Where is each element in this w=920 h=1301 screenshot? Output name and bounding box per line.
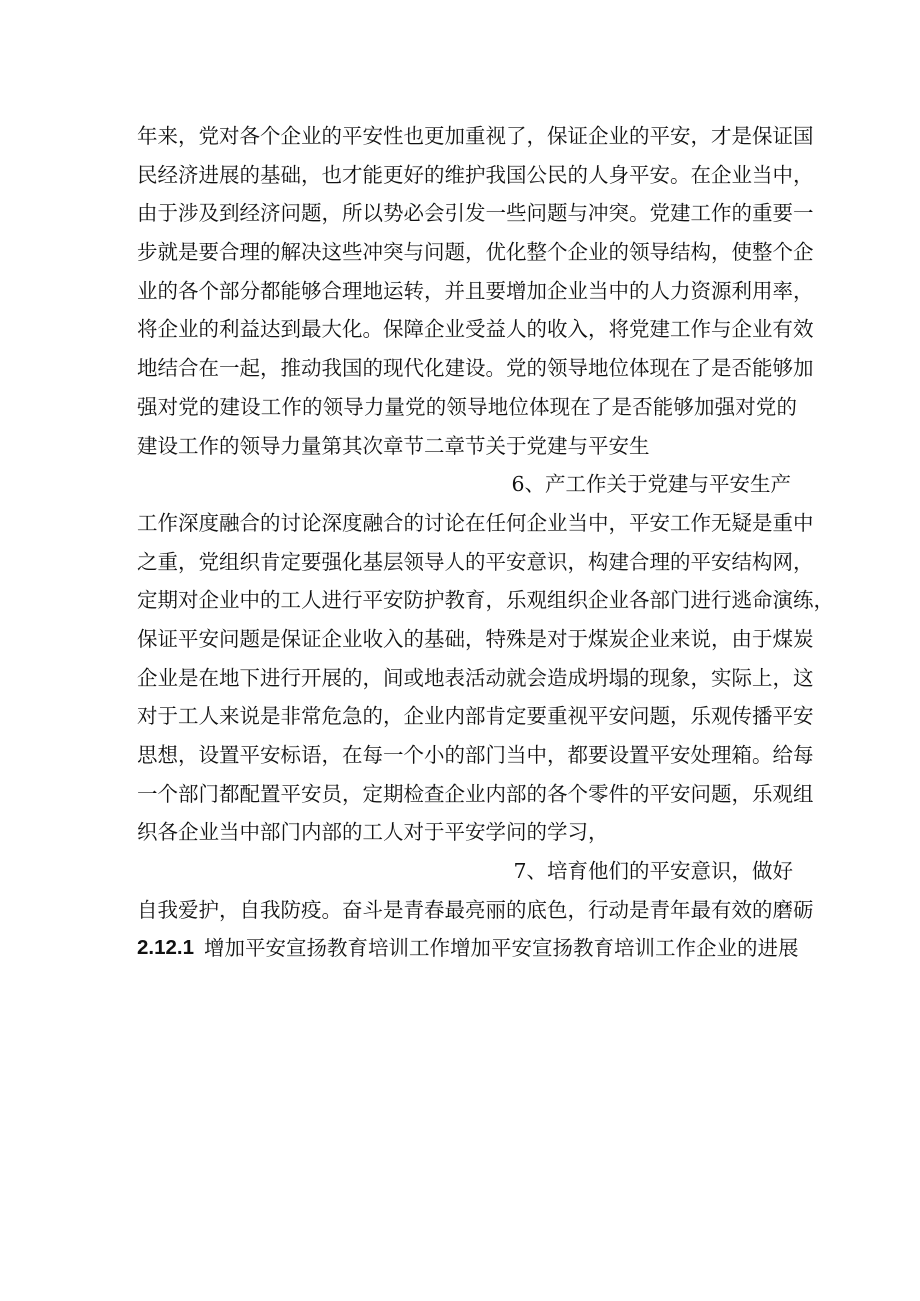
text-line: 地结合在一起，推动我国的现代化建设。党的领导地位体现在了是否能够加: [137, 356, 814, 381]
text-line: 建设工作的领导力量第其次章节二章节关于党建与平安生: [137, 433, 650, 458]
text-line: 企业是在地下进行开展的，间或地表活动就会造成坍塌的现象，实际上，这: [137, 665, 814, 690]
text-line: 业的各个部分都能够合理地运转，并且要增加企业当中的人力资源利用率，: [137, 278, 814, 303]
text-line: 思想，设置平安标语，在每一个小的部门当中，都要设置平安处理箱。给每: [137, 743, 814, 767]
text-line: 保证平安问题是保证企业收入的基础，特殊是对于煤炭企业来说，由于煤炭: [137, 626, 814, 651]
text-line: 之重，党组织肯定要强化基层领导人的平安意识，构建合理的平安结构网，: [137, 549, 814, 574]
text-line: 民经济进展的基础，也才能更好的维护我国公民的人身平安。在企业当中，: [137, 162, 814, 187]
text-line: 步就是要合理的解决这些冲突与问题，优化整个企业的领导结构，使整个企: [137, 240, 814, 265]
text-line: 对于工人来说是非常危急的，企业内部肯定要重视平安问题，乐观传播平安: [137, 704, 814, 729]
section-number: 2.12.1: [137, 936, 194, 960]
text-line: 一个部门都配置平安员，定期检查企业内部的各个零件的平安问题，乐观组: [137, 781, 814, 806]
text-line: 织各企业当中部门内部的工人对于平安学问的学习，: [137, 820, 609, 845]
text-line: 定期对企业中的工人进行平安防护教育，乐观组织企业各部门进行逃命演练，: [137, 588, 834, 613]
text-line: 年来，党对各个企业的平安性也更加重视了，保证企业的平安，才是保证国: [137, 124, 814, 148]
text-line: 强对党的建设工作的领导力量党的领导地位体现在了是否能够加强对党的: [137, 394, 797, 419]
text-line: 自我爱护，自我防疫。奋斗是青春最亮丽的底色，行动是青年最有效的磨砺: [137, 897, 814, 922]
text-line: 将企业的利益达到最大化。保障企业受益人的收入，将党建工作与企业有效: [137, 317, 814, 342]
numbered-heading-6: 6、产工作关于党建与平安生产: [511, 472, 791, 497]
numbered-heading-7: 7、培育他们的平安意识，做好: [513, 859, 793, 884]
section-text: 增加平安宣扬教育培训工作增加平安宣扬教育培训工作企业的进展: [204, 936, 799, 961]
section-line: [137, 929, 797, 968]
body-text: [137, 117, 834, 968]
text-line: 工作深度融合的讨论深度融合的讨论在任何企业当中，平安工作无疑是重中: [137, 510, 814, 535]
text-line: 由于涉及到经济问题，所以势必会引发一些问题与冲突。党建工作的重要一: [137, 201, 814, 226]
